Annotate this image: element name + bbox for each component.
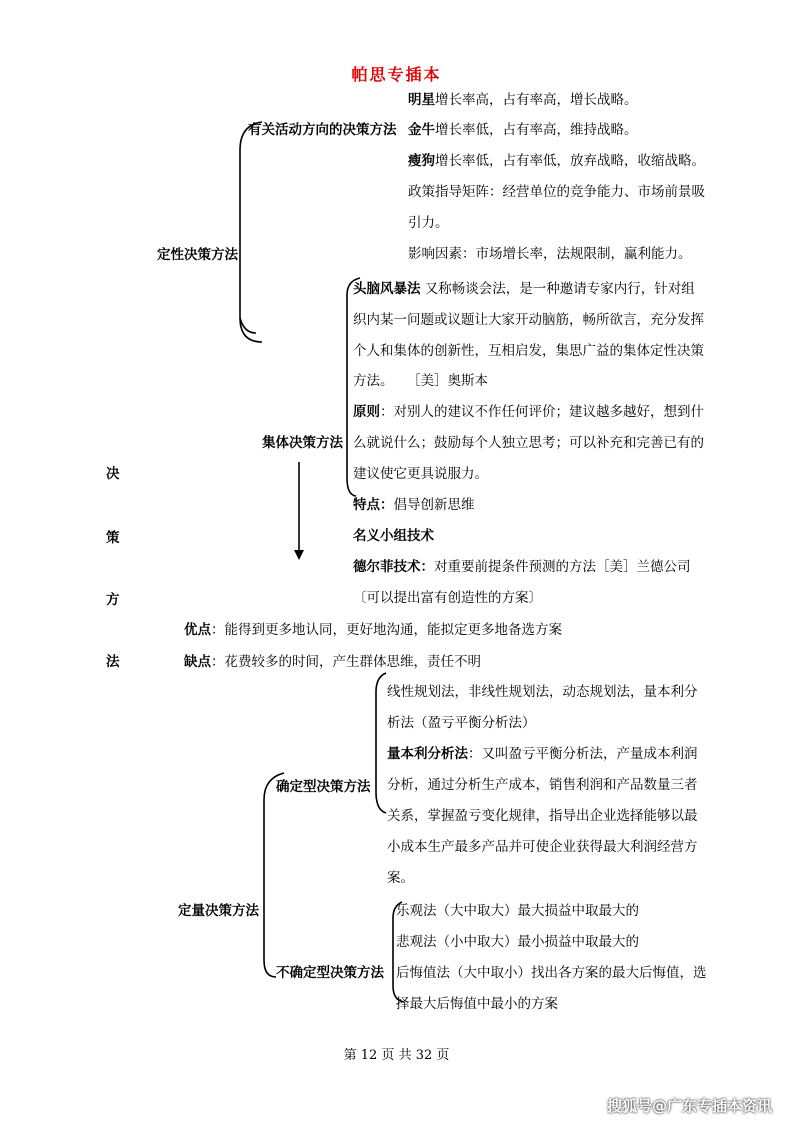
dog-term: 瘦狗 [408, 153, 435, 169]
bep-line: 分析，通过分析生产成本，销售利润和产品数量三者 [387, 777, 698, 793]
optimistic-line: 乐观法（大中取大）最大损益中取最大的 [396, 903, 639, 919]
cow-term: 金牛 [408, 122, 435, 138]
uncertain-label: 不确定型决策方法 [276, 965, 384, 981]
bep-term: 量本利分析法 [387, 746, 468, 762]
vertical-title-char: 策 [106, 530, 120, 546]
bep-row: 量本利分析法：又叫盈亏平衡分析法，产量成本利润 [387, 746, 698, 762]
star-row: 明星增长率高，占有率高，增长战略。 [408, 92, 638, 108]
bep-line: 小成本生产最多产品并可使企业获得最大利润经营方 [387, 839, 698, 855]
vertical-title-char: 方 [106, 592, 120, 608]
brainstorm-line: 方法。 ［美］奥斯本 [353, 373, 488, 389]
principle-row: 原则：对别人的建议不作任何评价；建议越多越好，想到什 [353, 404, 704, 420]
flow-arrow-head [294, 550, 304, 560]
quant-label: 定量决策方法 [178, 903, 259, 919]
brainstorm-row: 头脑风暴法 又称畅谈会法，是一种邀请专家内行，针对组 [353, 281, 695, 297]
matrix-line: 政策指导矩阵：经营单位的竞争能力、市场前景吸 [408, 184, 705, 200]
pessimistic-line: 悲观法（小中取大）最小损益中取最大的 [396, 934, 639, 950]
delphi-term: 德尔菲技术： [353, 559, 434, 575]
matrix-line: 引力。 [408, 215, 449, 231]
brainstorm-term: 头脑风暴法 [353, 281, 421, 297]
qual-bracket [240, 122, 262, 342]
principle-term: 原则 [353, 404, 380, 420]
delphi-line: 〔可以提出富有创造性的方案〕 [353, 590, 542, 606]
disadvantage-row: 缺点：花费较多的时间，产生群体思维，责任不明 [184, 654, 481, 670]
principle-line: 么就说什么；鼓励每个人独立思考；可以补充和完善已有的 [353, 435, 704, 451]
quant-bracket [264, 773, 284, 977]
certain-bracket [376, 673, 386, 813]
feature-term: 特点： [353, 497, 394, 513]
certain-line: 析法（盈亏平衡分析法） [387, 715, 536, 731]
delphi-row: 德尔菲技术：对重要前提条件预测的方法［美］兰德公司 [353, 559, 691, 575]
certain-label: 确定型决策方法 [276, 779, 371, 795]
certain-line: 线性规划法，非线性规划法，动态规划法，量本利分 [387, 684, 698, 700]
nominal-group: 名义小组技术 [353, 528, 434, 544]
page-title: 帕思专插本 [351, 65, 442, 84]
feature-row: 特点：倡导创新思维 [353, 497, 475, 513]
page-number: 第 12 页 共 32 页 [343, 1048, 450, 1063]
cow-row: 金牛增长率低，占有率高，维持战略。 [408, 122, 638, 138]
advantage-term: 优点 [184, 622, 211, 638]
activity-label: 有关活动方向的决策方法 [248, 122, 397, 138]
brainstorm-line: 织内某一问题或议题让大家开动脑筋，畅所欲言，充分发挥 [353, 312, 704, 328]
vertical-title-char: 决 [106, 466, 120, 482]
vertical-title-char: 法 [106, 654, 120, 670]
disadvantage-term: 缺点 [184, 654, 211, 670]
dog-row: 瘦狗增长率低，占有率低，放弃战略，收缩战略。 [408, 153, 705, 169]
advantage-row: 优点：能得到更多地认同，更好地沟通，能拟定更多地备选方案 [184, 622, 562, 638]
watermark: 搜狐号@广东专插本资讯 [607, 1097, 773, 1115]
star-term: 明星 [408, 92, 435, 108]
group-label: 集体决策方法 [262, 435, 343, 451]
brainstorm-line: 个人和集体的创新性，互相启发，集思广益的集体定性决策 [353, 343, 704, 359]
bep-line: 案。 [387, 870, 414, 886]
factors-line: 影响因素：市场增长率，法规限制，赢利能力。 [408, 246, 692, 262]
regret-line: 择最大后悔值中最小的方案 [396, 996, 558, 1012]
principle-line: 建议使它更具说服力。 [353, 466, 488, 482]
bep-line: 关系，掌握盈亏变化规律，指导出企业选择能够以最 [387, 808, 698, 824]
regret-line: 后悔值法（大中取小）找出各方案的最大后悔值，选 [396, 965, 707, 981]
qual-label: 定性决策方法 [157, 247, 238, 263]
